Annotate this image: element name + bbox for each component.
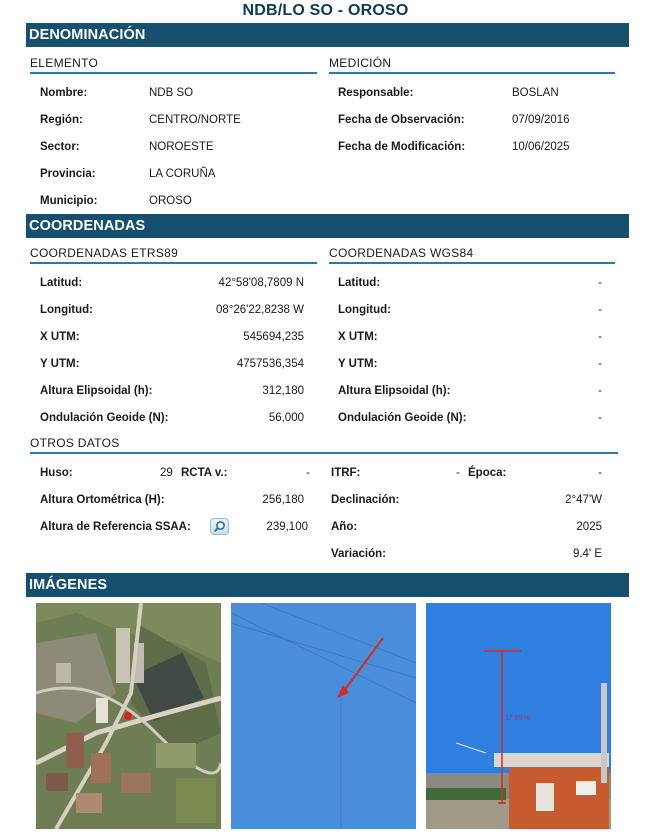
altura-referencia-ssaa-value: 239,100 [266, 521, 308, 533]
wgs-ondulacion-value: - [598, 412, 602, 424]
itrf-label: ITRF: [331, 467, 361, 479]
wgs-longitud-value: - [598, 304, 602, 316]
antenna-mast-photo[interactable] [426, 603, 611, 829]
municipio-value: OROSO [149, 195, 192, 207]
variacion-label: Variación: [331, 548, 386, 560]
etrs-yutm-value: 4757536,354 [236, 358, 304, 370]
anio-value: 2025 [576, 521, 602, 533]
section-imagenes: IMÁGENES [26, 573, 629, 597]
itrf-value: - [456, 467, 460, 479]
sector-label: Sector: [40, 141, 80, 153]
antenna-wire-photo[interactable] [231, 603, 416, 829]
etrs-altura-elipsoidal-label: Altura Elipsoidal (h): [40, 385, 153, 397]
region-value: CENTRO/NORTE [149, 114, 241, 126]
region-label: Región: [40, 114, 83, 126]
wgs-latitud-label: Latitud: [338, 277, 381, 289]
declinacion-label: Declinación: [331, 494, 400, 506]
otros-datos-heading: OTROS DATOS [30, 435, 618, 454]
huso-label: Huso: [40, 467, 73, 479]
provincia-value: LA CORUÑA [149, 168, 216, 180]
wgs84-heading: COORDENADAS WGS84 [329, 245, 615, 264]
altura-referencia-ssaa-label: Altura de Referencia SSAA: [40, 521, 191, 533]
responsable-value: BOSLAN [512, 87, 559, 99]
antenna-height-label: 17,09 m [505, 715, 531, 722]
huso-value: 29 [160, 467, 173, 479]
wgs-xutm-label: X UTM: [338, 331, 378, 343]
rcta-value: - [306, 467, 310, 479]
wgs-ondulacion-label: Ondulación Geoide (N): [338, 412, 467, 424]
variacion-value: 9.4' E [572, 548, 602, 560]
fecha-modificacion-label: Fecha de Modificación: [338, 141, 466, 153]
nombre-label: Nombre: [40, 87, 88, 99]
declinacion-value: 2°47'W [565, 494, 602, 506]
altura-ortometrica-label: Altura Ortométrica (H): [40, 494, 165, 506]
etrs-longitud-label: Longitud: [40, 304, 94, 316]
etrs-ondulacion-value: 56,000 [268, 412, 304, 424]
anio-label: Año: [331, 521, 358, 533]
fecha-modificacion-value: 10/06/2025 [512, 141, 570, 153]
medicion-heading: MEDICIÓN [329, 55, 615, 74]
section-coordenadas: COORDENADAS [26, 214, 629, 238]
wgs-altura-elipsoidal-value: - [598, 385, 602, 397]
etrs-latitud-label: Latitud: [40, 277, 83, 289]
etrs-longitud-value: 08°26'22,8238 W [216, 304, 304, 316]
wgs-yutm-value: - [598, 358, 602, 370]
nombre-value: NDB SO [149, 87, 194, 99]
wgs-latitud-value: - [598, 277, 602, 289]
epoca-label: Época: [468, 467, 507, 479]
wgs-yutm-label: Y UTM: [338, 358, 378, 370]
etrs-xutm-label: X UTM: [40, 331, 80, 343]
wgs-xutm-value: - [598, 331, 602, 343]
wgs-longitud-label: Longitud: [338, 304, 392, 316]
fecha-observacion-label: Fecha de Observación: [338, 114, 465, 126]
page-title: NDB/LO SO - OROSO [242, 2, 409, 19]
municipio-label: Municipio: [40, 195, 98, 207]
wgs-altura-elipsoidal-label: Altura Elipsoidal (h): [338, 385, 451, 397]
etrs89-heading: COORDENADAS ETRS89 [30, 245, 317, 264]
etrs-altura-elipsoidal-value: 312,180 [262, 385, 304, 397]
provincia-label: Provincia: [40, 168, 96, 180]
fecha-observacion-value: 07/09/2016 [512, 114, 570, 126]
etrs-yutm-label: Y UTM: [40, 358, 80, 370]
epoca-value: - [598, 467, 602, 479]
aerial-photo[interactable] [36, 603, 221, 829]
etrs-xutm-value: 545694,235 [243, 331, 304, 343]
etrs-ondulacion-label: Ondulación Geoide (N): [40, 412, 169, 424]
altura-ortometrica-value: 256,180 [262, 494, 304, 506]
rcta-label: RCTA v.: [181, 467, 228, 479]
responsable-label: Responsable: [338, 87, 414, 99]
sector-value: NOROESTE [149, 141, 214, 153]
etrs-latitud-value: 42°58'08,7809 N [218, 277, 304, 289]
section-denominacion: DENOMINACIÓN [26, 23, 629, 47]
elemento-heading: ELEMENTO [30, 55, 317, 74]
